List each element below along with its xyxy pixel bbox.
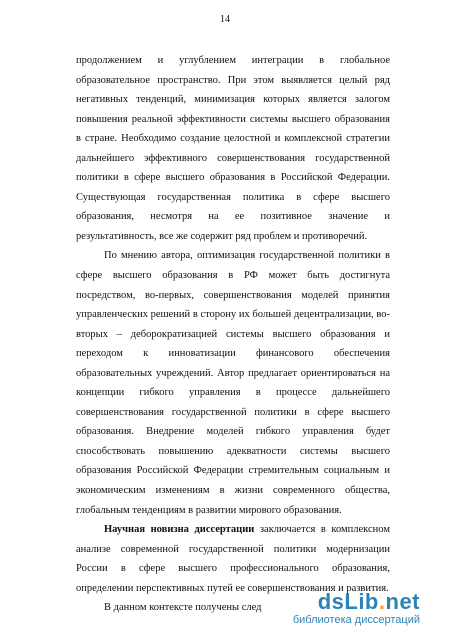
page-body <box>76 51 390 618</box>
paragraph-3 <box>76 520 390 598</box>
novelty-heading: Научная новизна диссертации <box>104 524 255 536</box>
dslib-subtitle: библиотека диссертаций <box>292 614 420 626</box>
paragraph-4: В данном контексте получены след <box>104 602 262 614</box>
dslib-logo: dsLib.net <box>317 589 420 614</box>
novelty-text: заключается в комплексном анализе современной государственной политики модернизации России в сфере высшего профессионального образования, определении перспективных путей ее совершенствования и развития. <box>76 524 390 594</box>
dslib-watermark[interactable] <box>293 590 420 627</box>
page-number: 14 <box>220 14 230 25</box>
paragraph-1: продолжением и углублением интеграции в глобальное образовательное пространство. При этом выявляется целый ряд негативных тенденций, минимизация которых является залогом повышения реальной эффективности системы высшего образования в стране. Необходимо создание целостной и комплексной стратегии дальнейшего эффективного совершенствования государственной политики в сфере высшего образования в Российской Федерации. Существующая государственная политика в сфере высшего образования, несмотря на ее позитивное значение и результативность, все же содержит ряд проблем и противоречий. <box>76 55 390 242</box>
paragraph-2: По мнению автора, оптимизация государственной политики в сфере высшего образования в РФ может быть достигнута посредством, во-первых, совершенствования моделей принятия управленческих решений в сторону их большей децентрализации, во-вторых – деборократизацией системы высшего образования и переходом к инноватизации финансового обеспечения образовательных учреждений. Автор предлагает ориентироваться на концепции гибкого управления в процессе дальнейшего совершенствования государственной политики в сфере высшего образования. Внедрение моделей гибкого управления будет способствовать повышению адекватности системы высшего образования Российской Федерации стремительным социальным и экономическим изменениям в жизни современного общества, глобальным тенденциям в развитии мирового образования. <box>76 250 390 516</box>
